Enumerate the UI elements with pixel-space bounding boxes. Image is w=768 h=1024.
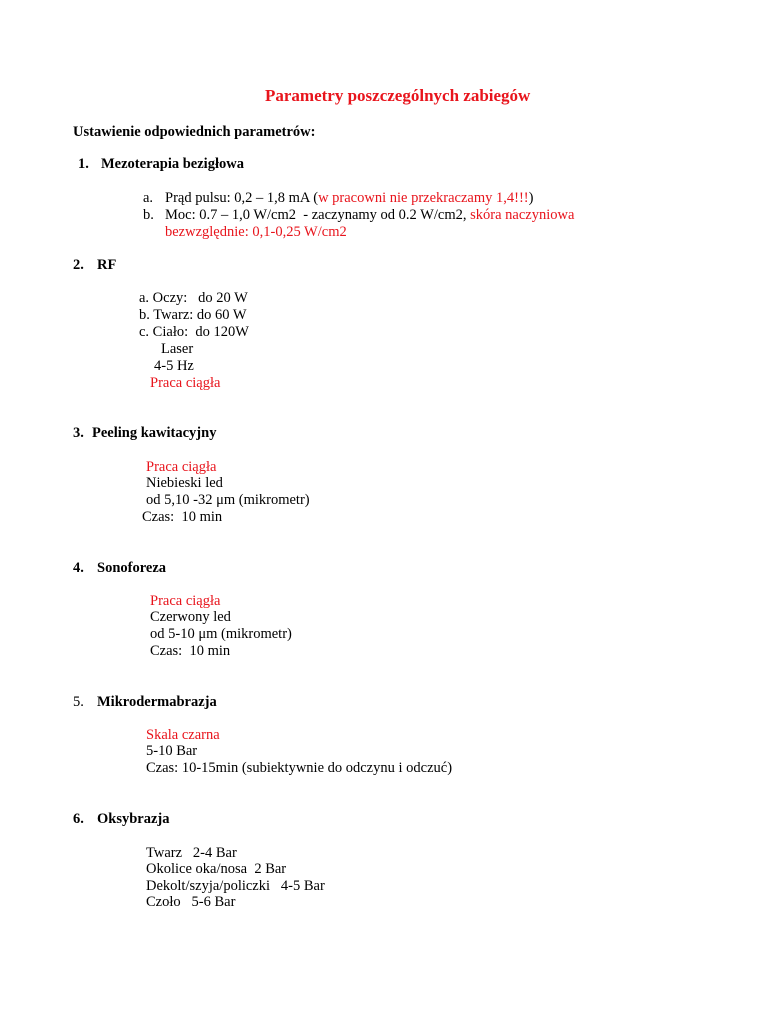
section-3-number: 3.	[73, 425, 84, 441]
section-2-frequency: 4-5 Hz	[154, 358, 194, 374]
section-5-scale: Skala czarna	[146, 727, 220, 743]
section-1-item-a-text: Prąd pulsu: 0,2 – 1,8 mA (	[165, 190, 319, 206]
section-4-time: Czas: 10 min	[150, 643, 231, 659]
section-1-item-b-text: Moc: 0.7 – 1,0 W/cm2 - zaczynamy od 0.2 W/cm2,	[165, 207, 471, 223]
section-5-pressure: 5-10 Bar	[146, 743, 198, 759]
section-3-range: od 5,10 -32 μm (mikrometr)	[146, 492, 310, 508]
section-2-heading: RF	[97, 257, 117, 273]
section-3-led: Niebieski led	[146, 475, 223, 491]
page-subtitle: Ustawienie odpowiednich parametrów:	[73, 124, 316, 140]
section-6-line-2: Okolice oka/nosa 2 Bar	[146, 861, 287, 877]
page-title: Parametry poszczególnych zabiegów	[265, 86, 531, 105]
section-1-item-a	[165, 190, 533, 207]
section-1-item-b-note-continued: bezwzględnie: 0,1-0,25 W/cm2	[165, 224, 347, 240]
section-6-heading: Oksybrazja	[97, 811, 170, 827]
section-2-mode: Praca ciągła	[150, 375, 221, 391]
section-1-item-b-note: skóra naczyniowa	[470, 207, 575, 223]
section-1-item-a-marker: a.	[143, 190, 154, 206]
section-5-heading: Mikrodermabrazja	[97, 694, 217, 710]
section-6-line-1: Twarz 2-4 Bar	[146, 845, 237, 861]
section-2-laser: Laser	[161, 341, 194, 357]
section-2-item-b: b. Twarz: do 60 W	[139, 307, 247, 323]
section-4-number: 4.	[73, 560, 84, 576]
section-5-number: 5.	[73, 694, 84, 710]
section-4-range: od 5-10 μm (mikrometr)	[150, 626, 292, 642]
section-3-heading: Peeling kawitacyjny	[92, 425, 217, 441]
section-4-mode: Praca ciągła	[150, 593, 221, 609]
section-2-item-a: a. Oczy: do 20 W	[139, 290, 248, 306]
section-4-led: Czerwony led	[150, 609, 231, 625]
section-1-heading: Mezoterapia bezigłowa	[101, 156, 244, 172]
section-4-heading: Sonoforeza	[97, 560, 167, 576]
section-2-number: 2.	[73, 257, 84, 273]
section-1-item-a-note: w pracowni nie przekraczamy 1,4!!!	[318, 190, 529, 206]
section-6-line-3: Dekolt/szyja/policzki 4-5 Bar	[146, 878, 325, 894]
section-2-item-c: c. Ciało: do 120W	[139, 324, 249, 340]
section-3-time: Czas: 10 min	[142, 509, 223, 525]
section-1-item-a-end: )	[528, 190, 534, 206]
section-1-number: 1.	[78, 156, 89, 172]
section-1-item-b-marker: b.	[143, 207, 154, 223]
section-5-time: Czas: 10-15min (subiektywnie do odczynu i odczuć)	[146, 760, 453, 776]
section-1-item-b	[165, 207, 574, 224]
section-6-number: 6.	[73, 811, 84, 827]
section-6-line-4: Czoło 5-6 Bar	[146, 894, 236, 910]
section-3-mode: Praca ciągła	[146, 459, 217, 475]
